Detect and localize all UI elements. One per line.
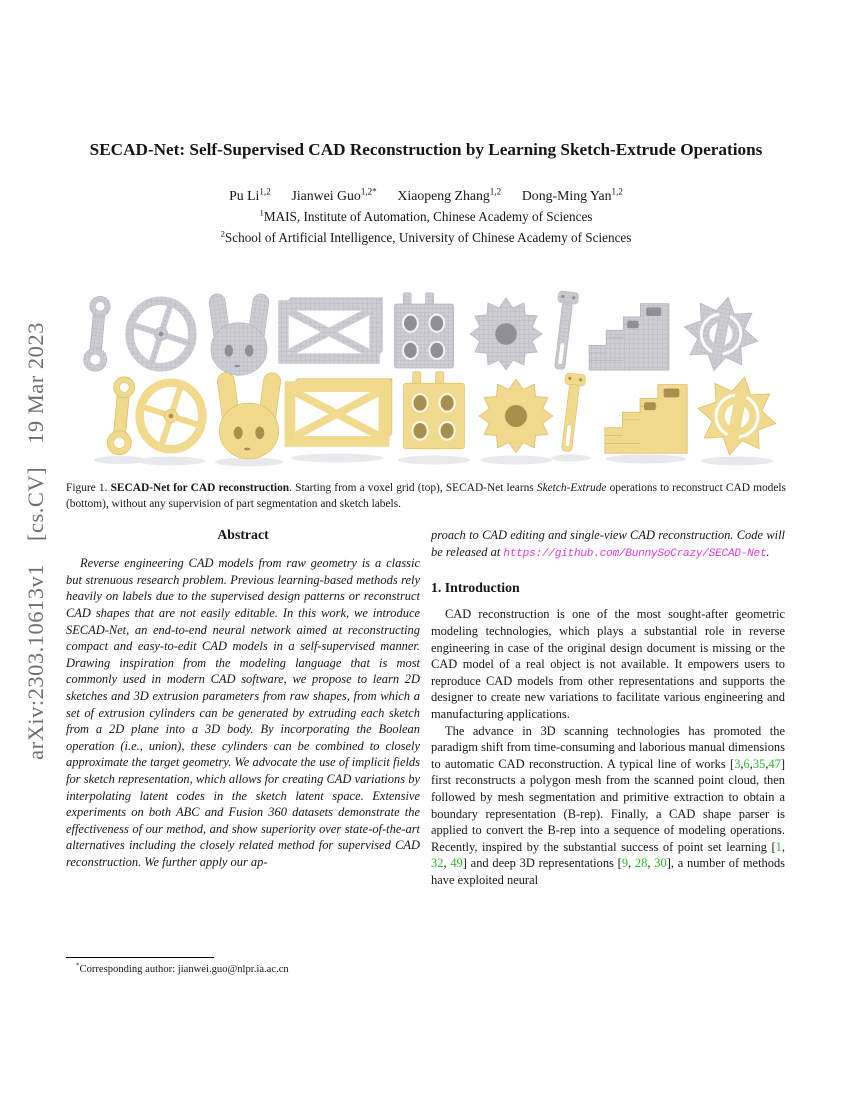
text-segment: Jianwei Guo: [270, 188, 361, 203]
left-column: [66, 527, 420, 977]
citation-link[interactable]: 3: [734, 756, 741, 771]
voxel-star-emblem-model: [677, 290, 765, 378]
voxel-gear-model: [470, 298, 542, 370]
voxel-bunny-bracket-model: [208, 293, 270, 375]
cad-row: [103, 370, 783, 463]
text-segment: Corresponding author: jianwei.guo@nlpr.ia.ac.cn: [79, 964, 289, 976]
affiliation-1: [66, 206, 786, 227]
text-segment: Figure 1.: [66, 482, 111, 494]
voxel-truss-frame-model: [283, 298, 382, 359]
text-segment: *: [76, 961, 80, 970]
intro-paragraph-2: [431, 723, 785, 889]
two-column-body: [66, 527, 786, 977]
text-segment: ,: [781, 839, 785, 854]
text-segment: ,: [443, 856, 451, 871]
cad-bunny-bracket-model: [216, 372, 281, 459]
corresponding-author-footnote: [66, 963, 420, 977]
text-segment: Dong-Ming Yan: [501, 188, 612, 203]
figure-1-image: [66, 286, 786, 472]
code-release-hyperlink[interactable]: https://github.com/BunnySoCrazy/SECAD-Net: [503, 547, 767, 560]
cad-row-shadows: [94, 454, 773, 467]
text-segment: SECAD-Net for CAD reconstruction: [110, 482, 290, 494]
citation-link[interactable]: 35: [752, 756, 766, 771]
figure-1: [66, 286, 786, 472]
text-segment: 1: [259, 207, 264, 218]
abstract-heading: Abstract: [217, 527, 269, 543]
footnote-rule: [66, 957, 214, 958]
voxel-bolt-model: [549, 291, 579, 371]
text-segment: School of Artificial Intelligence, University of Chinese Academy of Sciences: [224, 230, 632, 245]
paper-title: SECAD-Net: Self-Supervised CAD Reconstruction by Learning Sketch-Extrude Operations: [89, 140, 763, 159]
voxel-row: [80, 290, 765, 378]
text-segment: MAIS, Institute of Automation, Chinese Academy of Sciences: [263, 209, 593, 224]
citation-link[interactable]: 28: [634, 856, 648, 871]
text-segment: ,: [749, 756, 753, 771]
cad-stepped-block-model: [605, 385, 687, 454]
cad-peg-block-model: [404, 372, 465, 449]
paper-content: [66, 0, 786, 977]
citation-link[interactable]: 1: [775, 839, 782, 854]
text-segment: .: [766, 544, 770, 559]
cad-spoked-wheel-model: [140, 383, 203, 450]
text-segment: Pu Li: [229, 188, 260, 203]
abstract-continuation: [431, 527, 785, 562]
text-segment: 1,2: [259, 186, 271, 197]
text-segment: ], a number of methods have exploited neural: [431, 856, 786, 887]
text-segment: 1,2*: [360, 186, 377, 197]
section-1-heading: 1. Introduction: [431, 580, 520, 596]
citation-link[interactable]: 47: [768, 756, 781, 771]
affiliation-2: [66, 227, 786, 248]
voxel-spoked-wheel-model: [130, 301, 193, 368]
text-segment: 1,2: [611, 186, 623, 197]
voxel-peg-block-model: [394, 293, 453, 368]
text-segment: operations to reconstruct CAD models (bottom), without any supervision of part segmentation and sketch labels.: [66, 482, 786, 510]
figure-1-caption: [66, 481, 786, 512]
cad-star-emblem-model: [691, 370, 784, 463]
intro-paragraph-1: CAD reconstruction is one of the most sought-after geometric modeling technologies, which plays a substantial role in reverse engineering in case of the original design document is missing or the CAD model of a real object is not available. It empowers users to reproduce CAD models from other representations and supports the designer to create new variations to facilitate various engineering and manufacturing applications.: [431, 607, 785, 721]
text-segment: 2: [220, 228, 225, 239]
text-segment: . Starting from a voxel grid (top), SECAD-Net learns: [289, 482, 537, 494]
author-list: [66, 185, 786, 206]
text-segment: ,: [628, 856, 635, 871]
citation-link[interactable]: 9: [621, 856, 629, 871]
text-segment: Sketch-Extrude: [536, 482, 607, 494]
text-segment: The advance in 3D scanning technologies has promoted the paradigm shift from time-consuming and laborious manual dimensions to automatic CAD reconstruction. A typical line of works [: [431, 723, 785, 771]
cad-truss-frame-model: [290, 379, 392, 442]
text-segment: ,: [647, 856, 655, 871]
text-segment: ] and deep 3D representations [: [462, 856, 622, 871]
cad-gear-model: [479, 379, 553, 453]
citation-link[interactable]: 6: [743, 756, 750, 771]
right-column: [431, 527, 785, 977]
text-segment: ,: [740, 756, 744, 771]
text-segment: ,: [765, 756, 769, 771]
footnote-block: [66, 957, 420, 977]
arxiv-watermark: arXiv:2303.10613v1 [cs.CV] 19 Mar 2023: [23, 322, 48, 760]
citation-link[interactable]: 49: [450, 856, 463, 871]
text-segment: Xiaopeng Zhang: [376, 188, 490, 203]
citation-link[interactable]: 30: [654, 856, 667, 871]
abstract-body: Reverse engineering CAD models from raw geometry is a classic but strenuous research problem. Previous learning-based methods rely heavily on labels due to the supervised design patterns or reconstruct CAD shapes that are not easily editable. In this work, we introduce SECAD-Net, an end-to-end neural network aimed at reconstructing compact and easy-to-edit CAD models in a self-supervised manner. Drawing inspiration from the modeling language that is most commonly used in modern CAD software, we propose to learn 2D sketches and 3D extrusion parameters from raw shapes, from which a set of extrusion cylinders can be generated by extruding each sketch from a 2D plane into a 3D body. By incorporating the Boolean operation (i.e., union), these cylinders can be combined to closely approximate the target geometry. We advocate the use of implicit fields for sketch representation, which allows for creating CAD variations by interpolating latent codes in the sketch latent space. Extensive experiments on both ABC and Fusion 360 datasets demonstrate the effectiveness of our method, and show superiority over state-of-the-art alternatives including the closely related method for supervised CAD reconstruction. We further apply our ap-: [66, 556, 420, 869]
text-segment: ] first reconstructs a polygon mesh from the scanned point cloud, then followed by mesh segmentation and primitive extraction to obtain a boundary representation (B-rep). Finally, a CAD shape parser is applied to convert the B-rep into a sequence of modeling operations. Recently, inspired by the substantial success of point set learning [: [431, 756, 785, 854]
text-segment: 1,2: [489, 186, 502, 197]
cad-bolt-model: [556, 373, 586, 453]
voxel-stepped-block-model: [589, 304, 669, 371]
citation-link[interactable]: 32: [431, 856, 444, 871]
voxel-connecting-rod-model: [80, 295, 117, 373]
text-segment: proach to CAD editing and single-view CAD reconstruction. Code will be released at: [431, 528, 785, 559]
